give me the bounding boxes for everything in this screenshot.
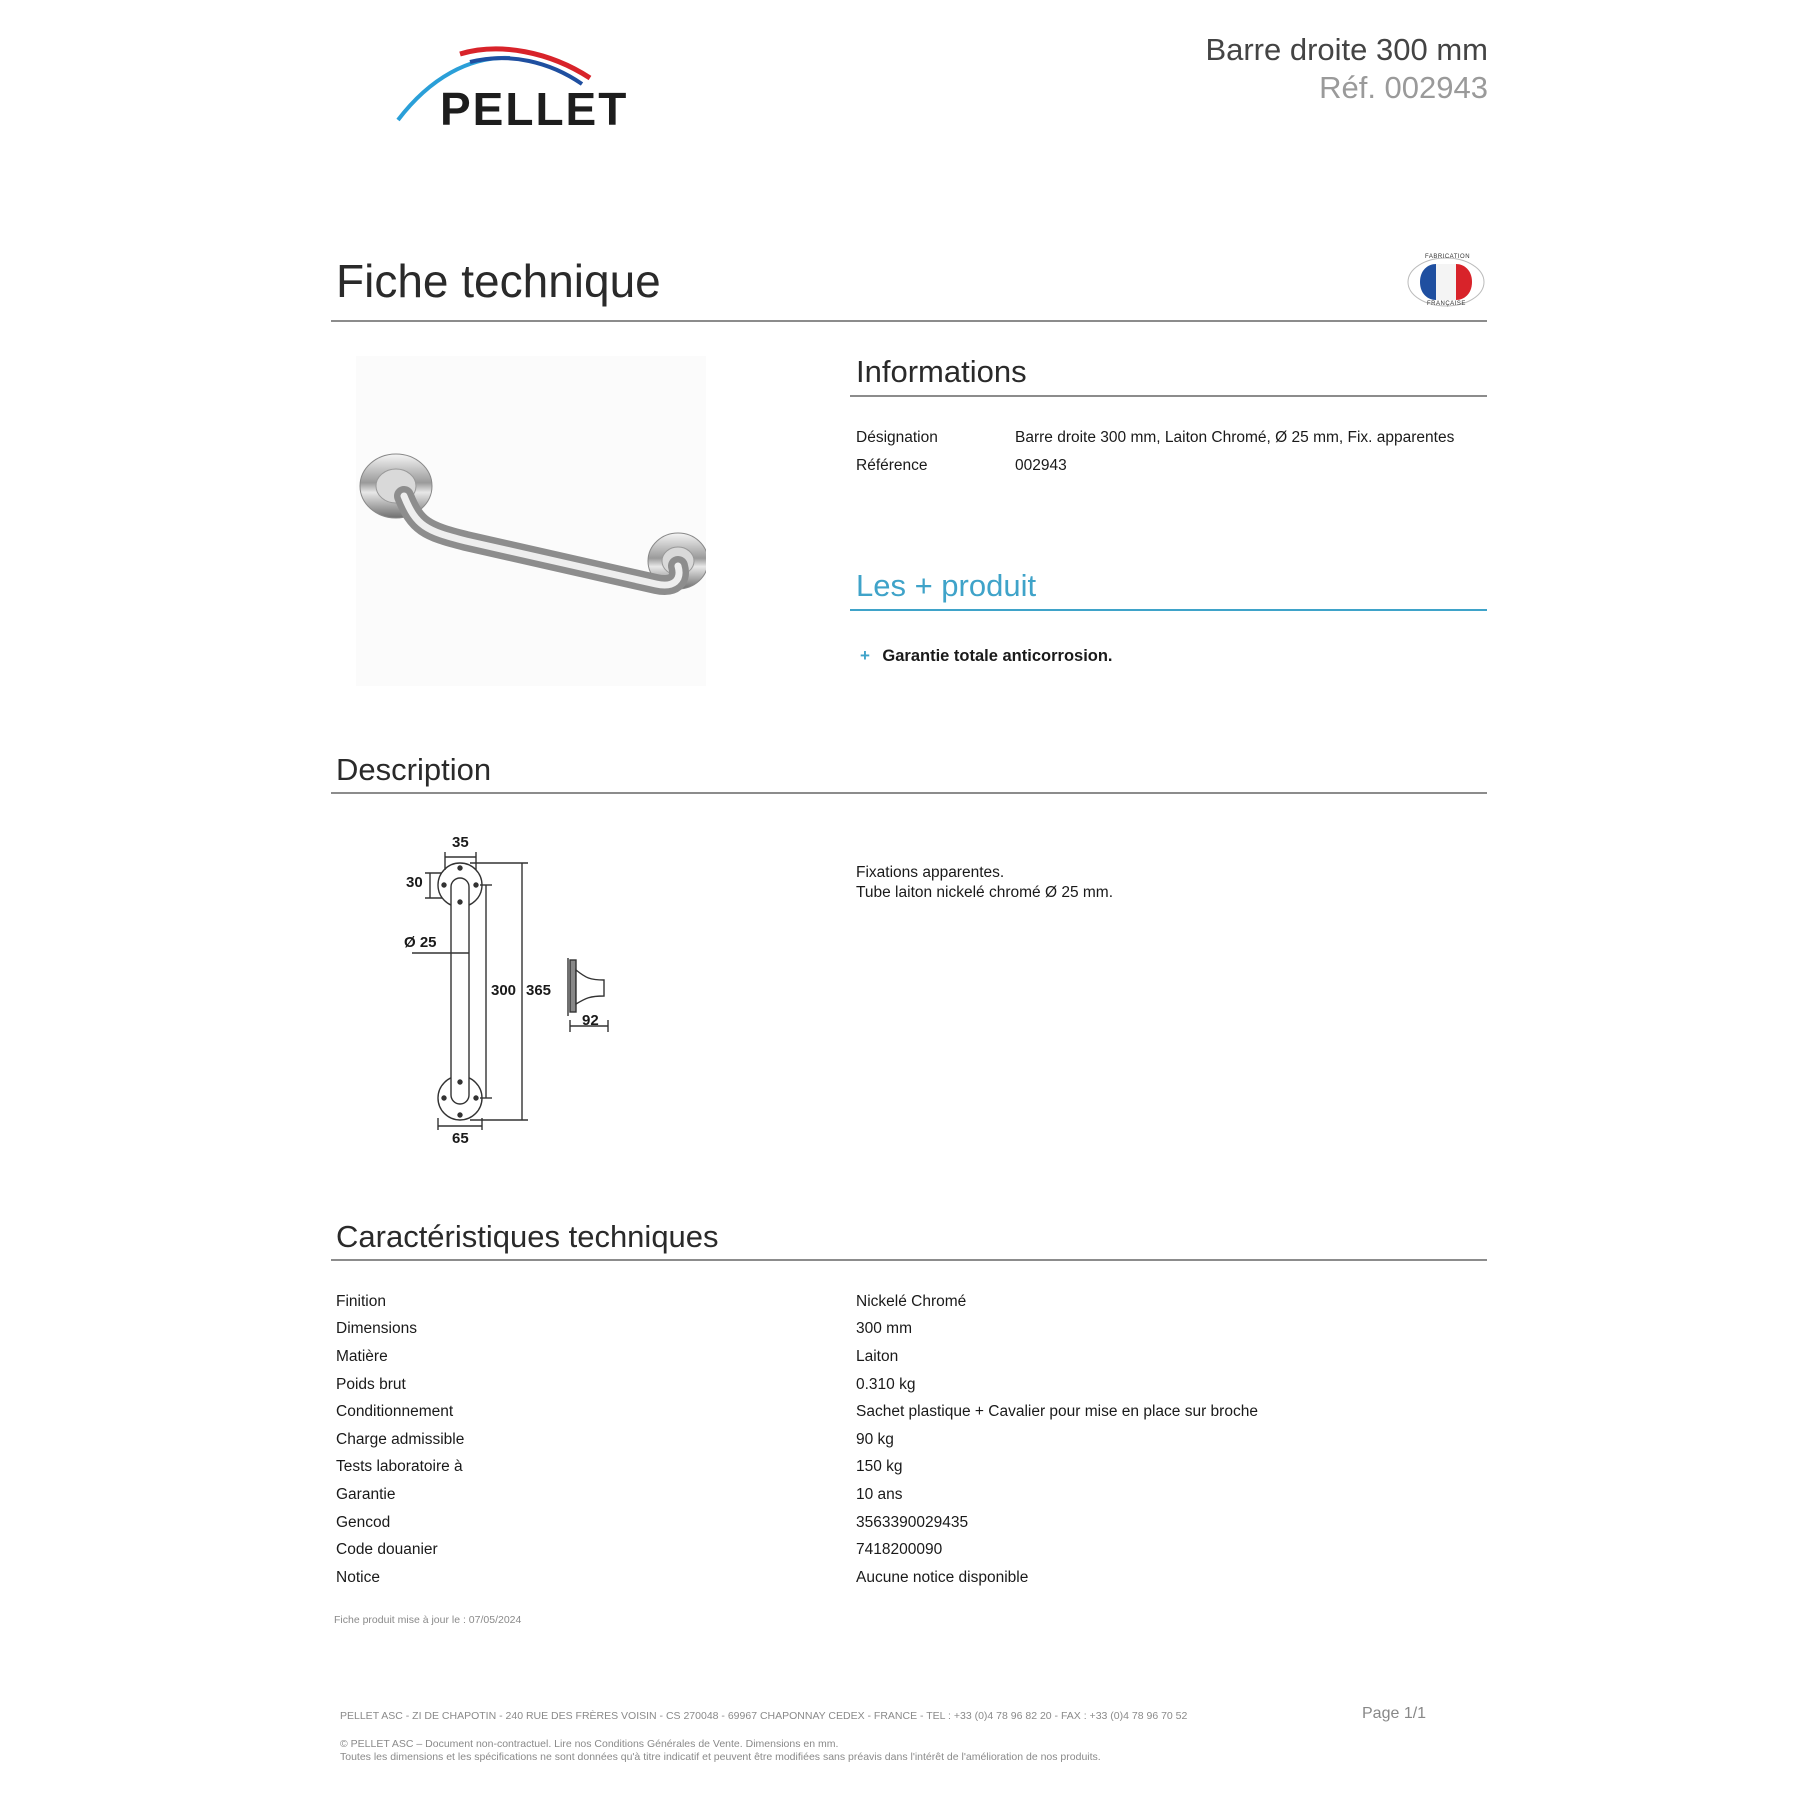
spec-value: 90 kg (856, 1431, 894, 1448)
badge-top-text: FABRICATION (1425, 254, 1471, 260)
spec-value: 3563390029435 (856, 1514, 969, 1531)
table-row (336, 1403, 1486, 1431)
informations-divider (850, 395, 1487, 397)
plus-produit-divider (850, 609, 1487, 611)
spec-label: Poids brut (336, 1376, 406, 1393)
table-row (336, 1569, 1486, 1597)
pellet-logo (390, 38, 650, 138)
grab-bar-photo-icon (356, 356, 706, 686)
title-divider (331, 320, 1487, 322)
page-number: Page 1/1 (1362, 1705, 1427, 1722)
info-value-designation: Barre droite 300 mm, Laiton Chromé, Ø 25 mm, Fix. apparentes (1015, 429, 1455, 446)
badge-bottom-text: FRANÇAISE (1427, 301, 1466, 307)
product-reference: Réf. 002943 (1319, 70, 1488, 105)
description-heading: Description (336, 752, 492, 787)
spec-value: Nickelé Chromé (856, 1293, 967, 1310)
plus-produit-text: Garantie totale anticorrosion. (882, 647, 1113, 665)
dim-300: 300 (491, 982, 517, 999)
spec-label: Code douanier (336, 1541, 438, 1558)
footer-address: PELLET ASC - ZI DE CHAPOTIN - 240 RUE DES FRÈRES VOISIN - CS 270048 - 69967 CHAPONNAY CEDEX - FRANCE - TEL : +33 (0)4 78 96 82 20 - FAX : +33 (0)4 78 96 70 52 (340, 1710, 1188, 1722)
info-value-reference: 002943 (1015, 457, 1067, 474)
dim-30: 30 (406, 874, 423, 891)
table-row (336, 1320, 1486, 1348)
info-label-designation: Désignation (856, 429, 938, 446)
spec-label: Notice (336, 1569, 380, 1586)
caracteristiques-heading: Caractéristiques techniques (336, 1219, 719, 1254)
dim-35: 35 (452, 834, 469, 851)
table-row (336, 1458, 1486, 1486)
spec-label: Matière (336, 1348, 388, 1365)
technical-drawing (390, 830, 630, 1150)
dim-365: 365 (526, 982, 552, 999)
table-row (336, 1348, 1486, 1376)
table-row (336, 1293, 1486, 1321)
table-row (336, 1541, 1486, 1569)
page-title: Fiche technique (336, 255, 661, 307)
description-divider (331, 792, 1487, 794)
spec-label: Charge admissible (336, 1431, 465, 1448)
product-title: Barre droite 300 mm (1205, 32, 1488, 67)
update-note: Fiche produit mise à jour le : 07/05/2024 (334, 1614, 522, 1626)
made-in-france-badge (1406, 256, 1486, 308)
table-row (336, 1514, 1486, 1542)
plus-icon: + (860, 646, 870, 665)
spec-label: Gencod (336, 1514, 391, 1531)
spec-value: Laiton (856, 1348, 899, 1365)
spec-value: Sachet plastique + Cavalier pour mise en place sur broche (856, 1403, 1258, 1420)
spec-value: 300 mm (856, 1320, 912, 1337)
informations-heading: Informations (856, 354, 1027, 389)
table-row (336, 1486, 1486, 1514)
table-row (336, 1431, 1486, 1459)
spec-label: Garantie (336, 1486, 396, 1503)
footer-legal-2: Toutes les dimensions et les spécifications ne sont données qu'à titre indicatif et peuvent être modifiées sans préavis dans l'intérêt de l'amélioration de nos produits. (340, 1751, 1101, 1763)
brand-name: PELLET (440, 83, 629, 135)
table-row (336, 1376, 1486, 1404)
spec-label: Finition (336, 1293, 386, 1310)
caracteristiques-divider (331, 1259, 1487, 1261)
dim-25: Ø 25 (404, 934, 437, 951)
dim-92: 92 (582, 1012, 599, 1029)
spec-label: Conditionnement (336, 1403, 454, 1420)
info-label-reference: Référence (856, 457, 928, 474)
spec-value: Aucune notice disponible (856, 1569, 1029, 1586)
spec-value: 0.310 kg (856, 1376, 916, 1393)
description-line-1: Fixations apparentes. (856, 864, 1005, 881)
spec-value: 150 kg (856, 1458, 903, 1475)
plus-produit-item (860, 646, 1113, 666)
description-line-2: Tube laiton nickelé chromé Ø 25 mm. (856, 884, 1114, 901)
spec-value: 7418200090 (856, 1541, 943, 1558)
dim-65: 65 (452, 1130, 469, 1147)
spec-value: 10 ans (856, 1486, 903, 1503)
spec-label: Tests laboratoire à (336, 1458, 463, 1475)
plus-produit-heading: Les + produit (856, 568, 1037, 603)
spec-label: Dimensions (336, 1320, 417, 1337)
footer-legal-1: © PELLET ASC – Document non-contractuel. Lire nos Conditions Générales de Vente. Dimensions en mm. (340, 1738, 839, 1750)
product-photo (356, 356, 706, 686)
